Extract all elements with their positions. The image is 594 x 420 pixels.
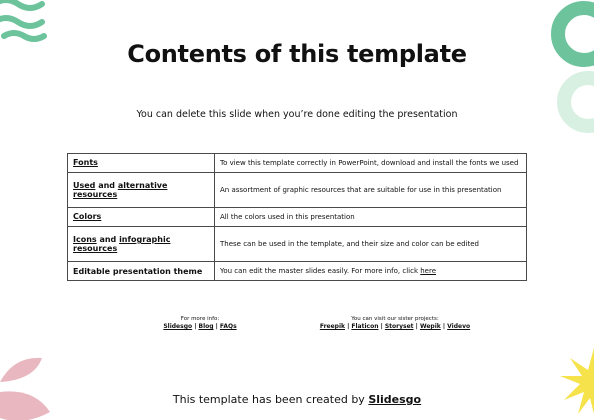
leaf-decoration-icon: [0, 352, 74, 420]
link-colors[interactable]: Colors: [73, 212, 102, 222]
row-heading-cell: [68, 172, 215, 207]
text-segment: |: [213, 323, 220, 330]
sister-projects-label: You can visit our sister projects:: [351, 316, 439, 322]
page-subtitle: You can delete this slide when you’re done editing the presentation: [136, 109, 458, 120]
row-heading-cell: [68, 154, 215, 173]
text-segment: To view this template correctly in PowerPoint, download and install the fonts we used: [220, 158, 519, 167]
text-segment: You can edit the master slides easily. For more info, click: [220, 267, 421, 276]
row-heading-cell: [68, 262, 215, 281]
text-segment: All the colors used in this presentation: [220, 212, 355, 221]
row-description-cell: [215, 226, 527, 261]
link-blog[interactable]: Blog: [198, 323, 214, 330]
contents-table: [67, 153, 527, 281]
table-row: [68, 172, 527, 207]
link-used[interactable]: Used: [73, 180, 96, 190]
row-description-cell: [215, 154, 527, 173]
link-wepik[interactable]: Wepik: [419, 323, 441, 330]
text-segment: Editable presentation theme: [73, 266, 203, 276]
link-flaticon[interactable]: Flaticon: [351, 323, 379, 330]
page-title: Contents of this template: [127, 40, 467, 68]
text-segment: |: [378, 323, 385, 330]
link-alternative-resources[interactable]: alternative resources: [73, 180, 168, 199]
link-here[interactable]: here: [420, 267, 437, 276]
credit-prefix: This template has been created by: [172, 393, 369, 406]
link-fonts[interactable]: Fonts: [73, 158, 98, 168]
text-segment: |: [192, 323, 199, 330]
text-segment: |: [440, 323, 448, 330]
sister-projects-block: [300, 315, 490, 331]
table-row: [68, 154, 527, 173]
table-row: [68, 226, 527, 261]
text-segment: An assortment of graphic resources that are suitable for use in this presentation: [220, 185, 502, 194]
credit-link[interactable]: Slidesgo: [368, 393, 422, 406]
link-freepik[interactable]: Freepik: [319, 323, 346, 330]
sun-decoration-icon: [550, 340, 594, 420]
row-description-cell: [215, 208, 527, 227]
row-heading-cell: [68, 226, 215, 261]
text-segment: |: [413, 323, 420, 330]
link-storyset[interactable]: Storyset: [384, 323, 414, 330]
text-segment: |: [345, 323, 352, 330]
text-segment: and: [95, 180, 118, 190]
link-slidesgo[interactable]: Slidesgo: [163, 323, 193, 330]
text-segment: These can be used in the template, and their size and color can be edited: [220, 240, 479, 249]
more-info-block: [150, 315, 250, 331]
table-row: [68, 208, 527, 227]
row-description-cell: [215, 172, 527, 207]
link-infographic-resources[interactable]: infographic resources: [73, 235, 171, 254]
table-row: [68, 262, 527, 281]
text-segment: and: [96, 235, 120, 245]
link-faqs[interactable]: FAQs: [219, 323, 237, 330]
credit-line: [0, 393, 594, 406]
more-info-links: [150, 323, 250, 331]
link-videvo[interactable]: Videvo: [447, 323, 471, 330]
ring-decoration-icon: [548, 0, 594, 154]
row-heading-cell: [68, 208, 215, 227]
sister-projects-links: [300, 323, 490, 331]
more-info-label: For more info:: [180, 316, 220, 322]
row-description-cell: [215, 262, 527, 281]
link-icons[interactable]: Icons: [73, 235, 97, 245]
